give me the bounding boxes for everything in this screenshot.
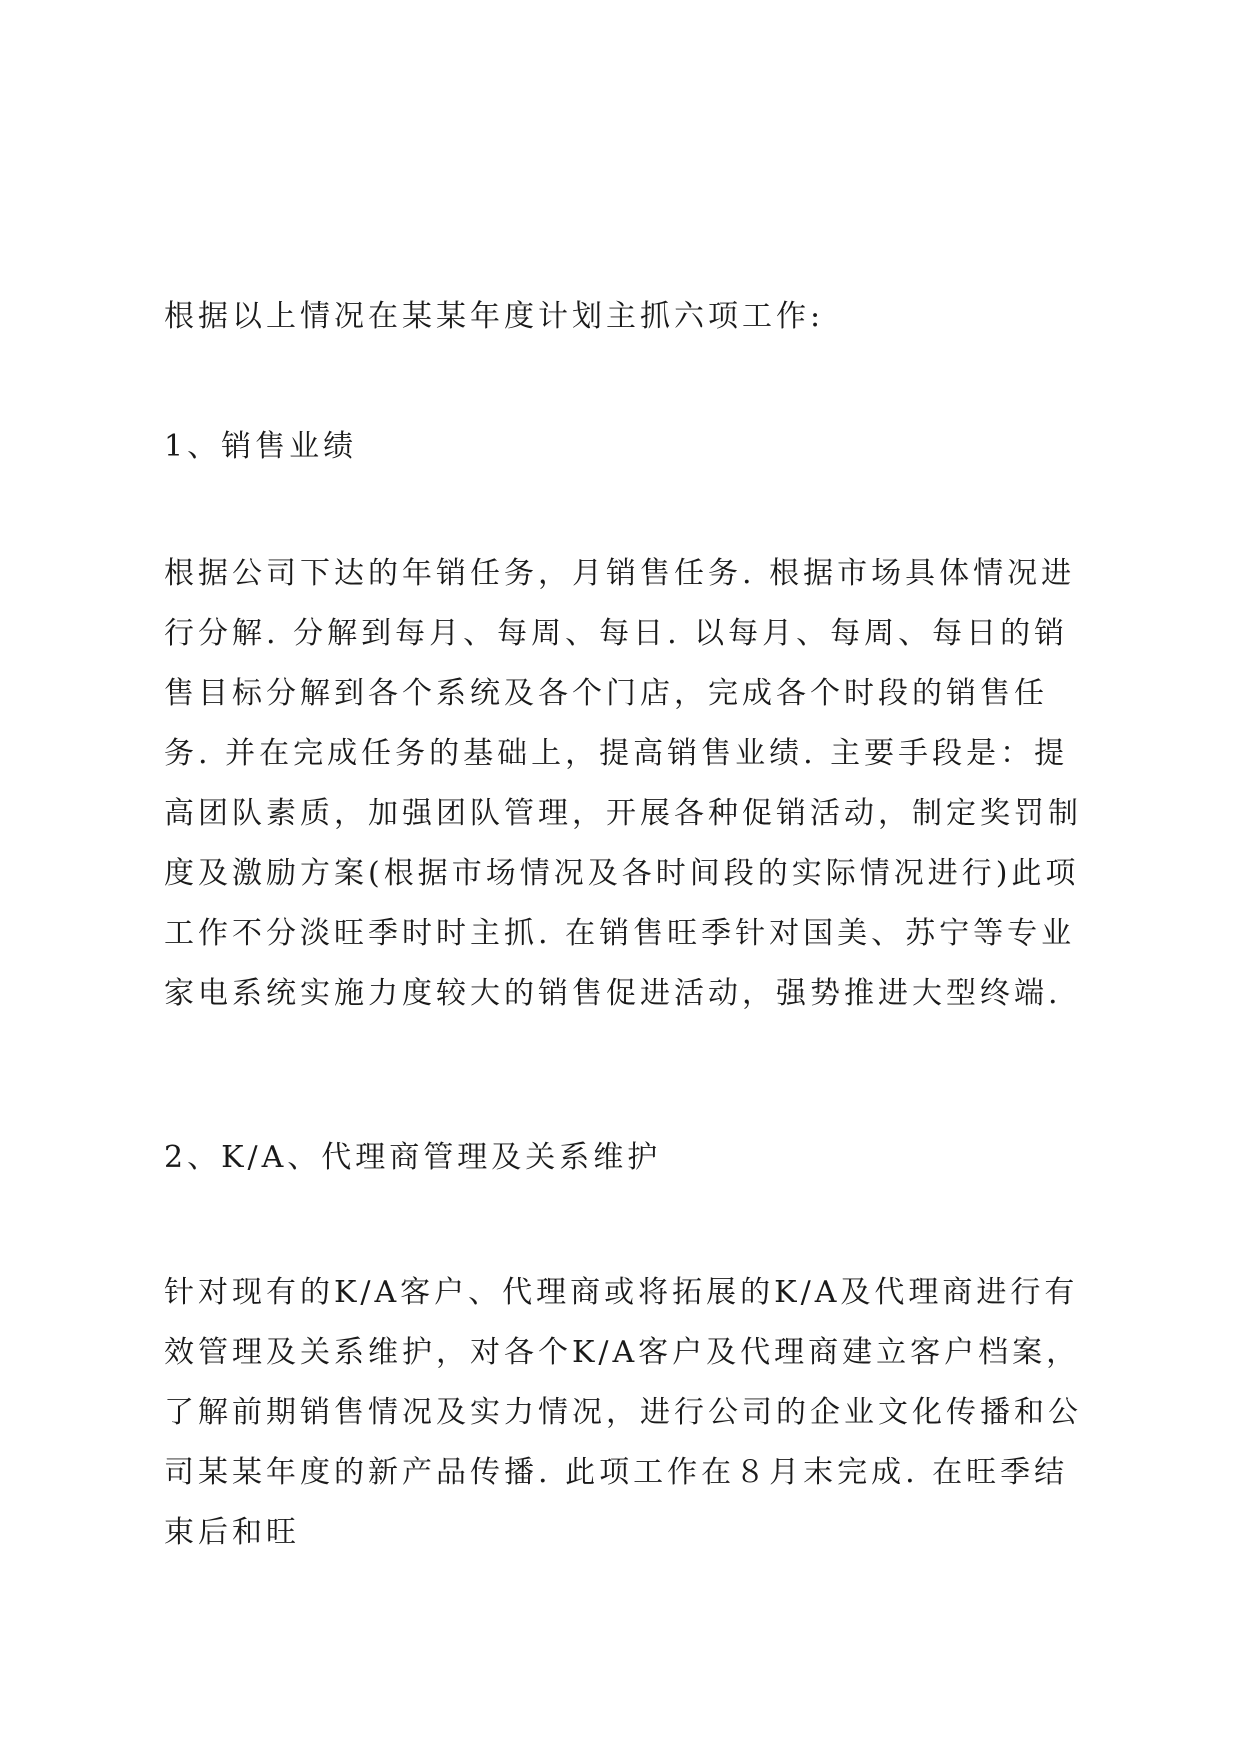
- section-2-paragraph: 针对现有的K/A客户、代理商或将拓展的K/A及代理商进行有效管理及关系维护，对各个K/A客户及代理商建立客户档案，了解前期销售情况及实力情况，进行公司的企业文化传播和公司某某年度的新产品传播. 此项工作在８月末完成. 在旺季结束后和旺: [164, 1275, 1082, 1550]
- section-2-heading: 2、K/A、代理商管理及关系维护: [164, 1140, 662, 1175]
- intro-text: 根据以上情况在某某年度计划主抓六项工作:: [164, 299, 825, 334]
- section-1-paragraph: 根据公司下达的年销任务，月销售任务. 根据市场具体情况进行分解. 分解到每月、每周、每日. 以每月、每周、每日的销售目标分解到各个系统及各个门店，完成各个时段的销售任务. 并在完成任务的基础上，提高销售业绩. 主要手段是：提高团队素质，加强团队管理，开展各种促销活动，制定奖罚制度及激励方案(根据市场情况及各时间段的实际情况进行)此项工作不分淡旺季时时主抓. 在销售旺季针对国美、苏宁等专业家电系统实施力度较大的销售促进活动，强势推进大型终端.: [164, 556, 1082, 1011]
- section-1-heading: 1、销售业绩: [164, 429, 358, 464]
